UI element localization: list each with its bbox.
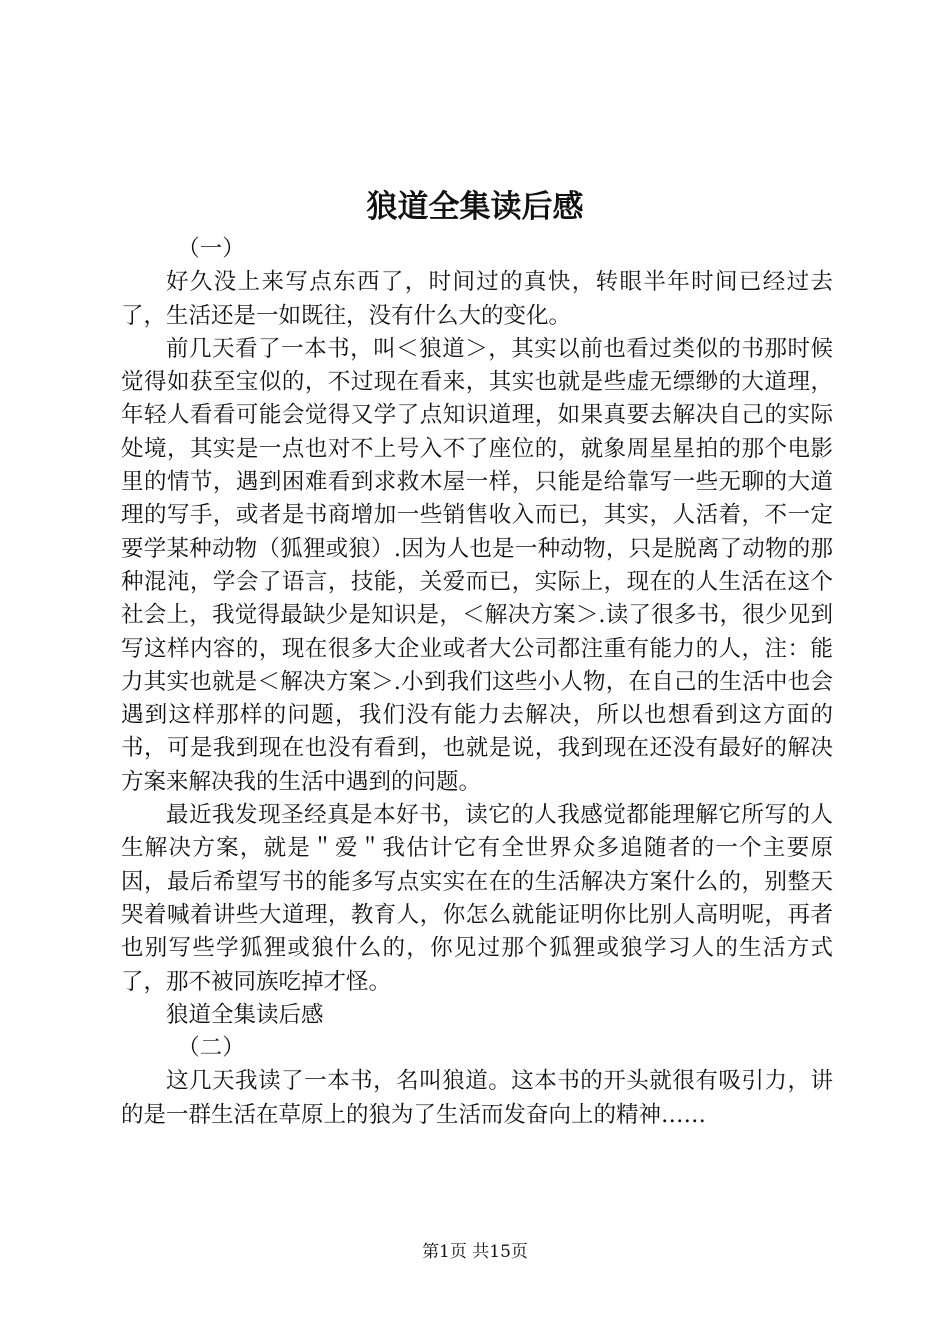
section-two-paragraph: 这几天我读了一本书，名叫狼道。这本书的开头就很有吸引力，讲的是一群生活在草原上的狼为了生活而发奋向上的精神…… xyxy=(121,1068,833,1128)
document-body xyxy=(121,233,833,1132)
paragraph-2: 前几天看了一本书，叫＜狼道＞，其实以前也看过类似的书那时候觉得如获至宝似的，不过现在看来，其实也就是些虚无缥缈的大道理，年轻人看看可能会觉得又学了点知识道理，如果真要去解决自己的实际处境，其实是一点也对不上号入不了座位的，就象周星星拍的那个电影里的情节，遇到困难看到求救木屋一样，只能是给靠写一些无聊的大道理的写手，或者是书商增加一些销售收入而已，其实，人活着，不一定要学某种动物（狐狸或狼）.因为人也是一种动物，只是脱离了动物的那种混沌，学会了语言，技能，关爱而已，实际上，现在的人生活在这个社会上，我觉得最缺少是知识是，＜解决方案＞.读了很多书，很少见到写这样内容的，现在很多大企业或者大公司都注重有能力的人，注：能力其实也就是＜解决方案＞.小到我们这些小人物，在自己的生活中也会遇到这样那样的问题，我们没有能力去解决，所以也想看到这方面的书，可是我到现在也没有看到，也就是说，我到现在还没有最好的解决方案来解决我的生活中遇到的问题。 xyxy=(121,335,833,795)
page-footer: 第1页 共15页 xyxy=(422,1242,528,1262)
repeat-title: 狼道全集读后感 xyxy=(166,1001,324,1028)
paragraph-3: 最近我发现圣经真是本好书，读它的人我感觉都能理解它所写的人生解决方案，就是＂爱＂我估计它有全世界众多追随者的一个主要原因，最后希望写书的能多写点实实在在的生活解决方案什么的，别整天哭着喊着讲些大道理，教育人，你怎么就能证明你比别人高明呢，再者也别写些学狐狸或狼什么的，你见过那个狐狸或狼学习人的生活方式了，那不被同族吃掉才怪。 xyxy=(121,802,833,995)
section-one-label: （一） xyxy=(177,236,245,262)
page-title: 狼道全集读后感 xyxy=(366,189,584,225)
section-two-label: （二） xyxy=(177,1035,245,1062)
paragraph-1: 好久没上来写点东西了，时间过的真快，转眼半年时间已经过去了，生活还是一如既往，没有什么大的变化。 xyxy=(121,269,833,329)
